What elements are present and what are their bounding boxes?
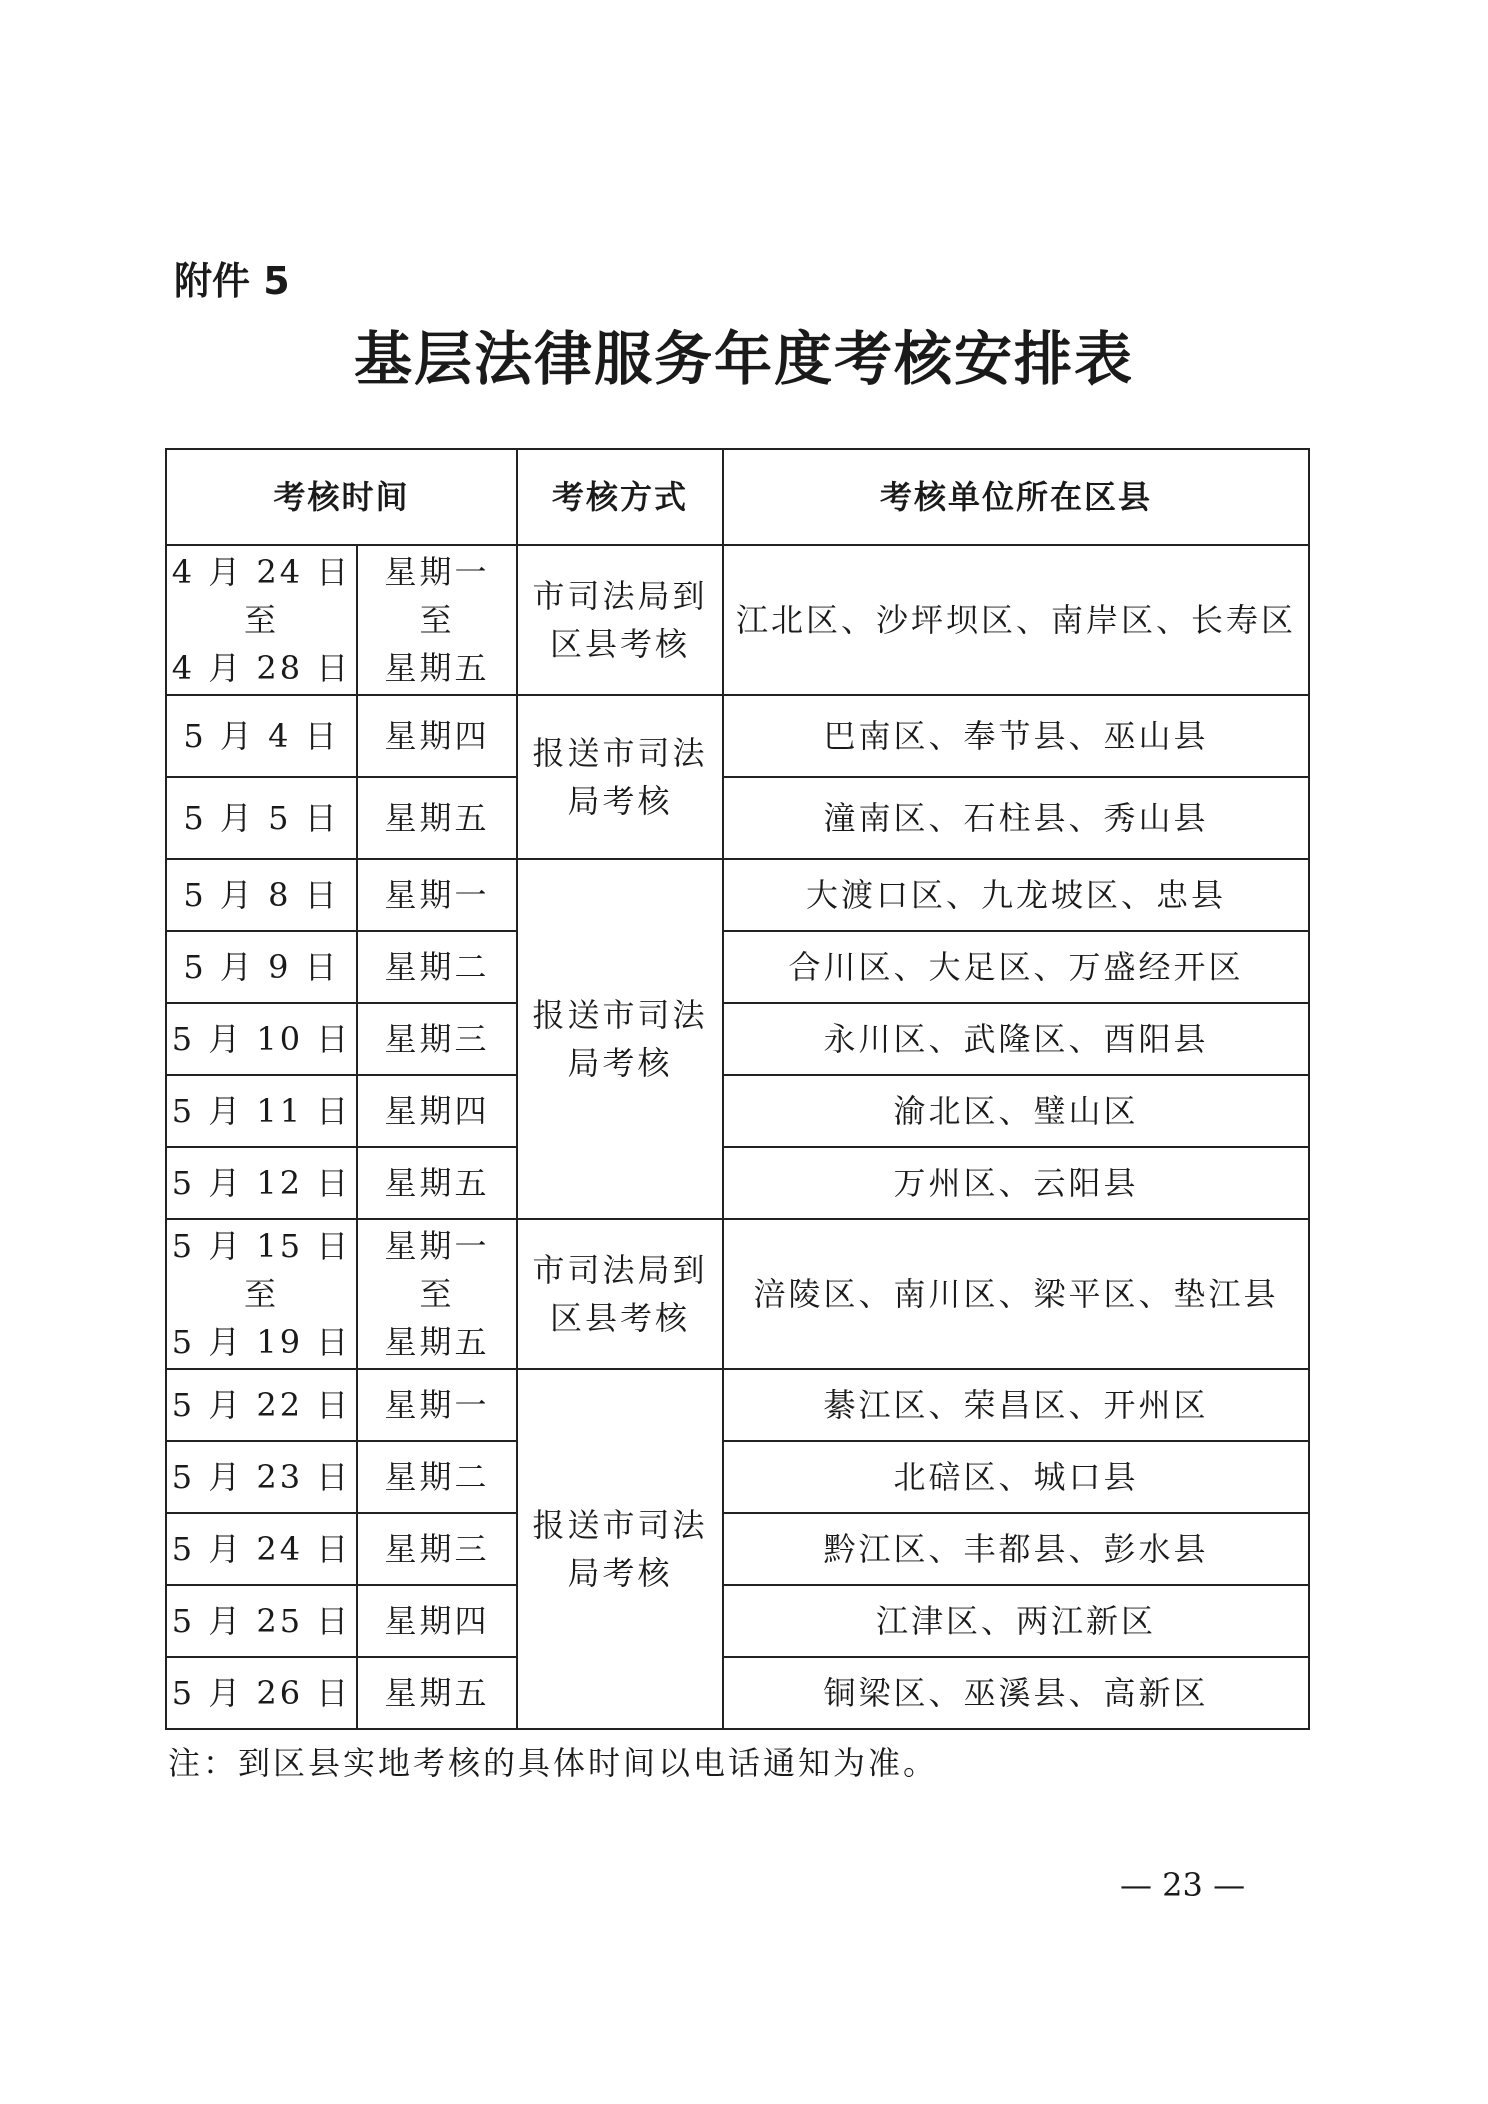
date-cell: 5 月 10 日 [166,1003,357,1075]
table-row [166,1369,1309,1441]
units-cell: 江北区、沙坪坝区、南岸区、长寿区 [723,545,1309,695]
units-cell: 永川区、武隆区、酉阳县 [723,1003,1309,1075]
units-cell: 大渡口区、九龙坡区、忠县 [723,859,1309,931]
weekday-cell: 星期四 [357,1585,517,1657]
date-cell: 5 月 9 日 [166,931,357,1003]
table-row [166,777,1309,859]
table-row [166,695,1309,777]
date-cell: 5 月 4 日 [166,695,357,777]
method-cell: 市司法局到区县考核 [517,545,723,695]
date-cell: 5 月 25 日 [166,1585,357,1657]
table-row [166,1585,1309,1657]
date-cell: 5 月 24 日 [166,1513,357,1585]
date-cell: 5 月 11 日 [166,1075,357,1147]
units-cell: 江津区、两江新区 [723,1585,1309,1657]
method-cell: 报送市司法局考核 [517,1369,723,1729]
table-row [166,1147,1309,1219]
date-cell: 5 月 8 日 [166,859,357,931]
weekday-cell: 星期三 [357,1513,517,1585]
date-cell: 5 月 26 日 [166,1657,357,1729]
weekday-cell: 星期一 [357,1369,517,1441]
table-row [166,1075,1309,1147]
weekday-cell: 星期五 [357,777,517,859]
date-end: 4 月 28 日 [171,649,352,687]
header-method: 考核方式 [517,449,723,545]
weekday-cell: 星期五 [357,1657,517,1729]
footnote: 注：到区县实地考核的具体时间以电话通知为准。 [168,1744,939,1782]
date-cell: 5 月 5 日 [166,777,357,859]
weekday-cell: 星期一 [357,859,517,931]
weekday-cell: 星期二 [357,1441,517,1513]
units-cell: 万州区、云阳县 [723,1147,1309,1219]
date-cell [166,545,357,695]
units-cell: 涪陵区、南川区、梁平区、垫江县 [723,1219,1309,1369]
page-number: — 23 — [1120,1866,1246,1904]
schedule-table [165,448,1310,1730]
weekday-cell: 星期一 至 星期五 [357,545,517,695]
units-cell: 铜梁区、巫溪县、高新区 [723,1657,1309,1729]
units-cell: 合川区、大足区、万盛经开区 [723,931,1309,1003]
table-row [166,1657,1309,1729]
weekday-cell: 星期一 至 星期五 [357,1219,517,1369]
table-row [166,1219,1309,1369]
units-cell: 巴南区、奉节县、巫山县 [723,695,1309,777]
method-cell: 报送市司法局考核 [517,859,723,1219]
header-units: 考核单位所在区县 [723,449,1309,545]
attachment-label: 附件 5 [174,259,290,303]
weekday-cell: 星期四 [357,695,517,777]
weekday-cell: 星期三 [357,1003,517,1075]
units-cell: 潼南区、石柱县、秀山县 [723,777,1309,859]
units-cell: 北碚区、城口县 [723,1441,1309,1513]
table-row [166,545,1309,695]
date-cell: 5 月 22 日 [166,1369,357,1441]
units-cell: 綦江区、荣昌区、开州区 [723,1369,1309,1441]
table-row [166,1513,1309,1585]
date-cell: 5 月 12 日 [166,1147,357,1219]
units-cell: 渝北区、璧山区 [723,1075,1309,1147]
method-cell: 市司法局到区县考核 [517,1219,723,1369]
method-cell: 报送市司法局考核 [517,695,723,859]
header-time: 考核时间 [166,449,517,545]
units-cell: 黔江区、丰都县、彭水县 [723,1513,1309,1585]
date-cell: 5 月 23 日 [166,1441,357,1513]
date-start: 4 月 24 日 [171,553,352,591]
date-to: 至 [243,601,279,639]
table-row [166,931,1309,1003]
weekday-cell: 星期二 [357,931,517,1003]
table-row [166,1003,1309,1075]
table-row [166,859,1309,931]
page-title: 基层法律服务年度考核安排表 [353,325,1134,393]
table-row [166,1441,1309,1513]
weekday-cell: 星期四 [357,1075,517,1147]
weekday-cell: 星期五 [357,1147,517,1219]
table-header-row [166,449,1309,545]
date-cell: 5 月 15 日 至 5 月 19 日 [166,1219,357,1369]
